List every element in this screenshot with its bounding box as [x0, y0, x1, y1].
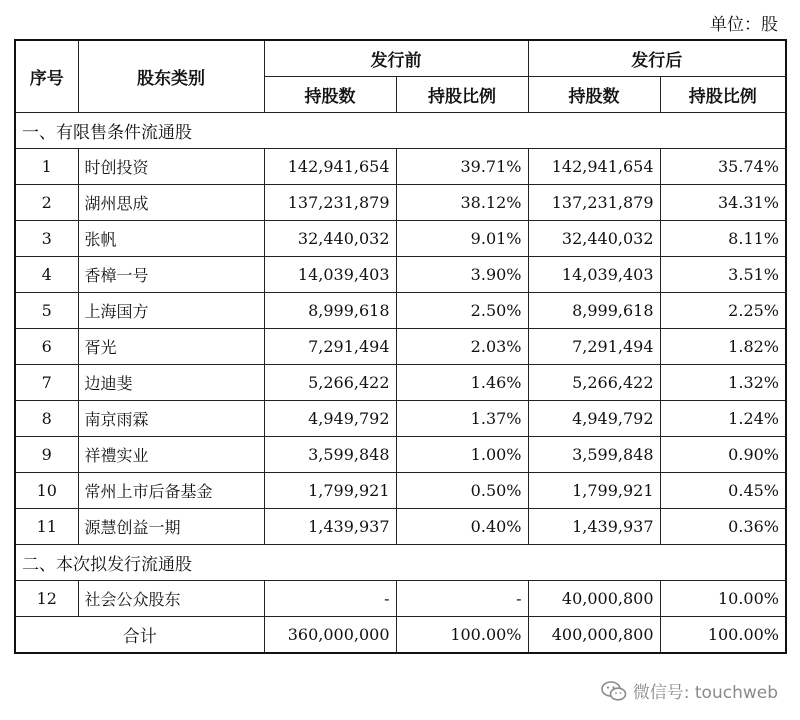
before-shares: -	[264, 581, 396, 617]
before-shares: 14,039,403	[264, 257, 396, 293]
row-index: 3	[15, 221, 78, 257]
total-after-ratio: 100.00%	[660, 617, 786, 654]
before-shares: 5,266,422	[264, 365, 396, 401]
shareholder-name: 边迪斐	[78, 365, 264, 401]
section-title: 一、有限售条件流通股	[15, 113, 786, 149]
shareholder-name: 祥禮实业	[78, 437, 264, 473]
table-header	[15, 40, 786, 113]
unit-label: 单位：股	[710, 15, 778, 35]
before-ratio: 3.90%	[396, 257, 528, 293]
before-shares: 3,599,848	[264, 437, 396, 473]
shareholder-name: 常州上市后备基金	[78, 473, 264, 509]
header-before-ratio: 持股比例	[396, 77, 528, 113]
after-ratio: 1.82%	[660, 329, 786, 365]
section-title: 二、本次拟发行流通股	[15, 545, 786, 581]
after-shares: 137,231,879	[528, 185, 660, 221]
before-ratio: 2.03%	[396, 329, 528, 365]
before-shares: 1,799,921	[264, 473, 396, 509]
header-before-shares: 持股数	[264, 77, 396, 113]
shareholder-name: 南京雨霖	[78, 401, 264, 437]
row-index: 8	[15, 401, 78, 437]
header-before: 发行前	[264, 40, 528, 77]
row-index: 5	[15, 293, 78, 329]
before-ratio: 2.50%	[396, 293, 528, 329]
after-shares: 32,440,032	[528, 221, 660, 257]
shareholder-name: 源慧创益一期	[78, 509, 264, 545]
after-shares: 14,039,403	[528, 257, 660, 293]
after-ratio: 0.90%	[660, 437, 786, 473]
before-ratio: 1.46%	[396, 365, 528, 401]
table-row	[15, 293, 786, 329]
before-ratio: 1.00%	[396, 437, 528, 473]
table-row	[15, 257, 786, 293]
before-ratio: 0.40%	[396, 509, 528, 545]
after-ratio: 2.25%	[660, 293, 786, 329]
table-row	[15, 221, 786, 257]
after-shares: 3,599,848	[528, 437, 660, 473]
shareholder-name: 上海国方	[78, 293, 264, 329]
before-shares: 4,949,792	[264, 401, 396, 437]
before-ratio: -	[396, 581, 528, 617]
shareholder-name: 张帆	[78, 221, 264, 257]
before-ratio: 1.37%	[396, 401, 528, 437]
before-ratio: 0.50%	[396, 473, 528, 509]
shareholder-name: 香樟一号	[78, 257, 264, 293]
before-shares: 32,440,032	[264, 221, 396, 257]
shareholding-table	[14, 39, 787, 654]
row-index: 1	[15, 149, 78, 185]
table-row	[15, 509, 786, 545]
total-before-ratio: 100.00%	[396, 617, 528, 654]
watermark-text: 微信号: touchweb	[632, 683, 778, 703]
table-row	[15, 365, 786, 401]
before-shares: 8,999,618	[264, 293, 396, 329]
header-index: 序号	[15, 40, 78, 113]
after-ratio: 8.11%	[660, 221, 786, 257]
table-row	[15, 329, 786, 365]
after-ratio: 0.45%	[660, 473, 786, 509]
before-shares: 137,231,879	[264, 185, 396, 221]
after-ratio: 0.36%	[660, 509, 786, 545]
section-row	[15, 113, 786, 149]
before-ratio: 38.12%	[396, 185, 528, 221]
header-after: 发行后	[528, 40, 786, 77]
section-row	[15, 545, 786, 581]
row-index: 6	[15, 329, 78, 365]
after-ratio: 1.32%	[660, 365, 786, 401]
shareholder-name: 湖州思成	[78, 185, 264, 221]
table-row	[15, 185, 786, 221]
after-ratio: 10.00%	[660, 581, 786, 617]
table-row	[15, 437, 786, 473]
after-ratio: 3.51%	[660, 257, 786, 293]
row-index: 10	[15, 473, 78, 509]
after-shares: 8,999,618	[528, 293, 660, 329]
row-index: 4	[15, 257, 78, 293]
wechat-icon	[601, 680, 627, 702]
before-ratio: 39.71%	[396, 149, 528, 185]
table-body	[15, 113, 786, 617]
after-shares: 40,000,800	[528, 581, 660, 617]
shareholder-name: 社会公众股东	[78, 581, 264, 617]
table-row	[15, 581, 786, 617]
after-shares: 4,949,792	[528, 401, 660, 437]
header-after-shares: 持股数	[528, 77, 660, 113]
after-shares: 7,291,494	[528, 329, 660, 365]
after-ratio: 34.31%	[660, 185, 786, 221]
before-ratio: 9.01%	[396, 221, 528, 257]
table-row	[15, 149, 786, 185]
total-after-shares: 400,000,800	[528, 617, 660, 654]
row-index: 12	[15, 581, 78, 617]
after-ratio: 1.24%	[660, 401, 786, 437]
after-shares: 5,266,422	[528, 365, 660, 401]
after-shares: 142,941,654	[528, 149, 660, 185]
row-index: 11	[15, 509, 78, 545]
after-ratio: 35.74%	[660, 149, 786, 185]
row-index: 7	[15, 365, 78, 401]
row-index: 2	[15, 185, 78, 221]
total-before-shares: 360,000,000	[264, 617, 396, 654]
table-row	[15, 401, 786, 437]
after-shares: 1,439,937	[528, 509, 660, 545]
row-index: 9	[15, 437, 78, 473]
header-after-ratio: 持股比例	[660, 77, 786, 113]
table-row	[15, 473, 786, 509]
total-row	[15, 617, 786, 654]
before-shares: 142,941,654	[264, 149, 396, 185]
watermark	[601, 678, 778, 703]
header-category: 股东类别	[78, 40, 264, 113]
total-label: 合计	[15, 617, 264, 654]
shareholder-name: 胥光	[78, 329, 264, 365]
before-shares: 1,439,937	[264, 509, 396, 545]
shareholder-name: 时创投资	[78, 149, 264, 185]
after-shares: 1,799,921	[528, 473, 660, 509]
before-shares: 7,291,494	[264, 329, 396, 365]
